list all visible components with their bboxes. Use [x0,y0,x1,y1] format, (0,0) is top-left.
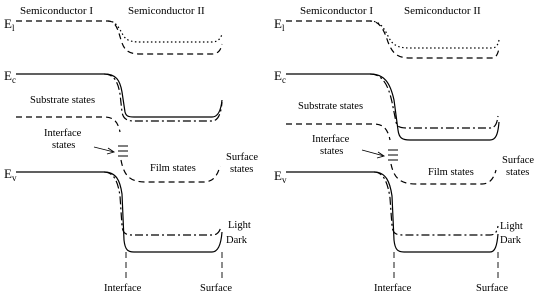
interface-states-marks [388,150,398,160]
header-semiconductor-2: Semiconductor II [128,5,205,17]
label-interface-2: states [320,146,344,157]
label-interface: Interface [374,283,412,294]
label-interface: Interface [104,283,142,294]
panel-right [274,5,534,294]
label-surface-states-1: Surface [502,155,535,166]
label-substrate-states: Substrate states [30,95,96,106]
Ec-light-line [370,74,498,128]
label-Ec: $E_c$ [4,68,16,85]
label-surface-states-1: Surface [226,152,259,163]
panel-left [4,5,258,294]
Ec-light-line [104,74,222,121]
interface-arrow [362,150,384,156]
label-substrate-states: Substrate states [298,101,364,112]
label-light: Light [500,221,523,232]
interface-states-marks [118,146,128,156]
label-surface: Surface [476,283,509,294]
El-dark-line [16,21,222,54]
label-Ec: $E_c$ [274,68,286,85]
El-dark-line [286,21,499,58]
label-dark: Dark [500,235,521,246]
label-dark: Dark [226,235,247,246]
label-Ev: $E_v$ [4,166,17,183]
label-surface-states-2: states [506,167,530,178]
label-El: $E_l$ [4,16,15,33]
header-semiconductor-1: Semiconductor I [300,5,374,17]
header-semiconductor-1: Semiconductor I [20,5,94,17]
header-semiconductor-2: Semiconductor II [404,5,481,17]
label-film-states: Film states [150,163,196,174]
label-Ev: $E_v$ [274,168,287,185]
label-El: $E_l$ [274,16,285,33]
label-surface: Surface [200,283,233,294]
label-film-states: Film states [428,167,474,178]
label-interface-2: states [52,140,76,151]
Ev-dark-line [16,172,222,252]
label-interface-1: Interface [44,128,82,139]
El-light-line [108,21,222,42]
label-light: Light [228,220,251,231]
label-surface-states-2: states [230,164,254,175]
label-interface-1: Interface [312,134,350,145]
